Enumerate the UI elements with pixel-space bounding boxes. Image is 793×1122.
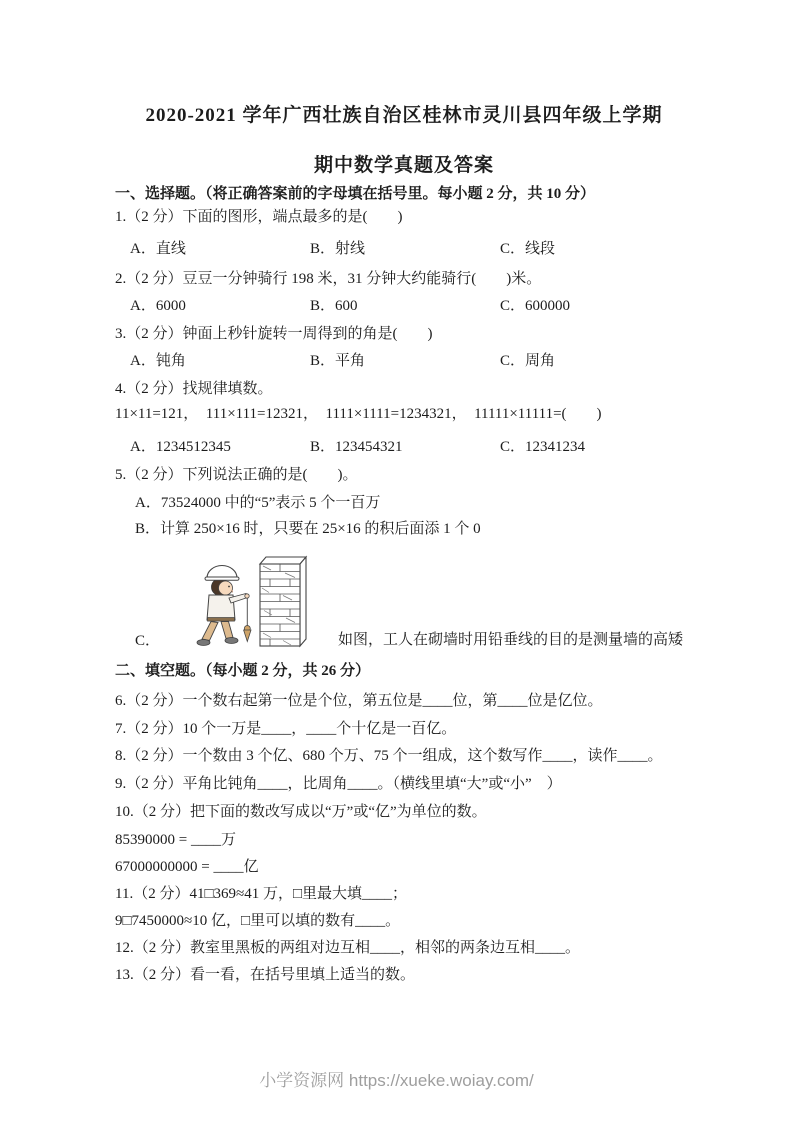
- watermark-footer: 小学资源网 https://xueke.woiay.com/: [259, 1071, 534, 1090]
- worker-plumb-line-illustration: [165, 548, 328, 650]
- question-4-option-c: C．12341234: [500, 439, 586, 455]
- question-10-line1: 85390000 = ____万: [115, 832, 236, 848]
- question-8: 8.（2 分）一个数由 3 个亿、680 个万、75 个一组成，这个数写作____，读作____。: [115, 748, 663, 764]
- question-12: 12.（2 分）教室里黑板的两组对边互相____，相邻的两条边互相____。: [115, 940, 581, 956]
- question-3-option-b: B．平角: [310, 353, 366, 369]
- question-4-option-a: A．1234512345: [130, 439, 231, 455]
- question-2-option-a: A．6000: [130, 298, 186, 314]
- question-5-option-c-label: C．: [135, 633, 161, 649]
- question-2-option-c: C．600000: [500, 298, 571, 314]
- question-13: 13.（2 分）看一看，在括号里填上适当的数。: [115, 967, 416, 983]
- question-3-stem: 3.（2 分）钟面上秒针旋转一周得到的角是( ): [115, 326, 433, 342]
- question-5-option-c-text: 如图，工人在砌墙时用铅垂线的目的是测量墙的高矮: [338, 632, 684, 648]
- question-9: 9.（2 分）平角比钝角____，比周角____。（横线里填“大”或“小” ）: [115, 776, 562, 792]
- question-1-stem: 1.（2 分）下面的图形，端点最多的是( ): [115, 209, 403, 225]
- question-4-stem: 4.（2 分）找规律填数。: [115, 381, 273, 397]
- question-10-line2: 67000000000 = ____亿: [115, 859, 259, 875]
- question-1-option-c: C．线段: [500, 241, 556, 257]
- question-5-option-b: B．计算 250×16 时，只要在 25×16 的积后面添 1 个 0: [135, 521, 481, 537]
- section1-header: 一、选择题。（将正确答案前的字母填在括号里。每小题 2 分，共 10 分）: [115, 186, 596, 202]
- question-3-option-a: A．钝角: [130, 353, 186, 369]
- question-5-option-a: A．73524000 中的“5”表示 5 个一百万: [135, 495, 381, 511]
- question-10-stem: 10.（2 分）把下面的数改写成以“万”或“亿”为单位的数。: [115, 804, 487, 820]
- question-1-option-a: A．直线: [130, 241, 186, 257]
- question-4-option-b: B．123454321: [310, 439, 403, 455]
- question-7: 7.（2 分）10 个一万是____，____个十亿是一百亿。: [115, 721, 457, 737]
- question-4-options: [115, 438, 693, 456]
- question-11-line1: 11.（2 分）41□369≈41 万，□里最大填____；: [115, 886, 408, 902]
- question-6: 6.（2 分）一个数右起第一位是个位，第五位是____位，第____位是亿位。: [115, 693, 603, 709]
- question-2-option-b: B．600: [310, 298, 358, 314]
- question-11-line2: 9□7450000≈10 亿，□里可以填的数有____。: [115, 913, 401, 929]
- exam-title-line1: 2020-2021 学年广西壮族自治区桂林市灵川县四年级上学期: [145, 105, 663, 126]
- section2-header: 二、填空题。（每小题 2 分，共 26 分）: [115, 663, 371, 679]
- question-2-options: [115, 297, 693, 315]
- exam-title-line2: 期中数学真题及答案: [313, 155, 494, 176]
- question-1-options: [115, 240, 693, 258]
- question-5-option-c: [115, 548, 693, 650]
- question-3-options: [115, 352, 693, 370]
- question-5-stem: 5.（2 分）下列说法正确的是( )。: [115, 467, 358, 483]
- question-2-stem: 2.（2 分）豆豆一分钟骑行 198 米，31 分钟大约能骑行( )米。: [115, 271, 542, 287]
- question-1-option-b: B．射线: [310, 241, 366, 257]
- question-4-pattern: 11×11=121， 111×111=12321， 1111×1111=1234321， 11111×11111=( ): [115, 406, 602, 422]
- question-3-option-c: C．周角: [500, 353, 556, 369]
